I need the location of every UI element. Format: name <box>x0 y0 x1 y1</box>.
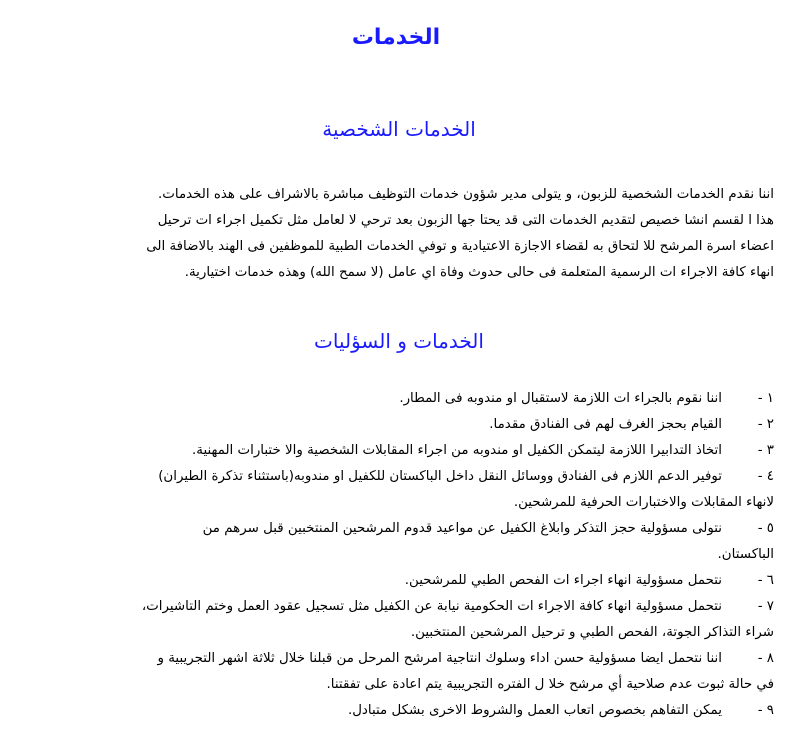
section-title-services-responsibilities: الخدمات و السؤليات <box>314 329 484 353</box>
list-item <box>12 516 774 568</box>
intro-paragraph <box>12 182 774 286</box>
list-item-text: نتحمل مسؤولية انهاء اجراء ات الفحص الطبي للمرشحين. <box>404 573 722 588</box>
list-item <box>12 386 774 412</box>
list-item-text: اننا نقوم بالجراء ات اللازمة لاستقبال او مندوبه فى المطار. <box>399 391 722 406</box>
list-item-text: توفير الدعم اللازم فى الفنادق ووسائل النقل داخل الباكستان للكفيل او مندوبه(باستثناء تذكرة الطيران) <box>158 469 722 484</box>
list-item-continuation: الباكستان. <box>717 547 774 562</box>
page-title: الخدمات <box>351 25 441 50</box>
list-item-number: ٦ - <box>757 573 774 588</box>
list-item-number: ٣ - <box>757 443 774 458</box>
list-item <box>12 568 774 594</box>
list-item <box>12 698 774 724</box>
list-item <box>12 438 774 464</box>
intro-line: اعضاء اسرة المرشح للا لتحاق به لقضاء الاجازة الاعتيادية و توفي الخدمات الطبية للموظفين فى الهند بالاضافة الى <box>146 239 774 254</box>
list-item-text: نتولى مسؤولية حجز التذكر وابلاغ الكفيل عن مواعيد قدوم المرشحين المنتخبين قبل سرهم من <box>202 521 722 536</box>
list-item-continuation: شراء التذاكر الجوتة، الفحص الطبي و ترحيل المرشحين المنتخبين. <box>410 625 774 640</box>
list-item-number: ٧ - <box>757 599 774 614</box>
list-item-continuation: لانهاء المقابلات والاختبارات الحرفية للمرشحين. <box>513 495 774 510</box>
section-title-personal-services: الخدمات الشخصية <box>322 117 476 141</box>
list-item <box>12 594 774 646</box>
list-item-text: نتحمل مسؤولية انهاء كافة الاجراء ات الحكومية نيابة عن الكفيل مثل تسجيل عقود العمل وختم التاشيرات، <box>141 599 722 614</box>
list-item-number: ٥ - <box>757 521 774 536</box>
list-item <box>12 412 774 438</box>
list-item <box>12 646 774 698</box>
intro-line: انهاء كافة الاجراء ات الرسمية المتعلمة فى حالى حدوث وفاة اي عامل (لا سمح الله) وهذه خدمات اختيارية. <box>184 265 774 280</box>
list-item-text: اننا نتحمل ايضا مسؤولية حسن اداء وسلوك انتاجية امرشح المرحل من قبلنا خلال ثلاثة اشهر التجريبية و <box>157 651 722 666</box>
list-item-text: القيام بحجز الغرف لهم فى الفنادق مقدما. <box>489 417 722 432</box>
services-list <box>12 386 774 724</box>
intro-line: اننا نقدم الخدمات الشخصية للزبون، و يتولى مدير شؤون خدمات التوظيف مباشرة بالاشراف على هذه الخدمات. <box>158 187 774 202</box>
list-item-text: يمكن التفاهم بخصوص اتعاب العمل والشروط الاخرى بشكل متبادل. <box>347 703 722 718</box>
list-item-number: ٨ - <box>757 651 774 666</box>
list-item-number: ٩ - <box>757 703 774 718</box>
intro-line: هذا ا لقسم انشا خصيص لتقديم الخدمات التى قد يحتا جها الزبون بعد ترحي لا لعامل مثل تكميل اجراء ات ترحيل <box>157 213 774 228</box>
list-item-text: اتخاذ التدابيرا اللازمة ليتمكن الكفيل او مندوبه من اجراء المقابلات الشخصية والا ختبارات المهنية. <box>192 443 722 458</box>
list-item-number: ١ - <box>757 391 774 406</box>
list-item-number: ٢ - <box>757 417 774 432</box>
list-item-continuation: في حالة ثبوت عدم صلاحية أي مرشح خلا ل الفتره التجريبية يتم اعادة على تفقتنا. <box>326 677 774 692</box>
list-item-number: ٤ - <box>757 469 774 484</box>
list-item <box>12 464 774 516</box>
